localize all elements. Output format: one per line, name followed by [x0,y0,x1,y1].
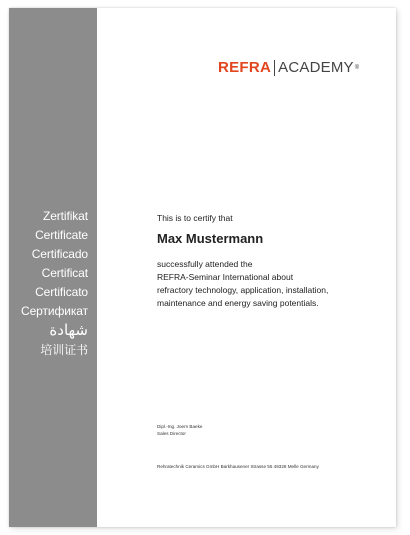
company-address-footer: Rehratechnik Ceramics GmbH Barkhausener Strasse 55 49328 Melle Germany [157,464,319,469]
language-label-en: Certificate [35,228,88,242]
certificate-body [157,258,328,310]
language-label-it: Certificato [35,285,88,299]
certificate-sheet [9,8,396,527]
recipient-name: Max Mustermann [157,231,264,246]
language-list [21,207,88,360]
body-line: refractory technology, application, installation, [157,285,329,295]
sidebar-panel [9,8,97,527]
language-label-zh: 培训证书 [40,343,88,357]
language-label-ru: Сертификат [21,304,88,318]
signer-title: Sales Director [157,430,186,436]
refra-academy-logo [218,59,359,76]
body-line: REFRA-Seminar International about [157,272,294,282]
signer-block [157,424,202,437]
logo-brand: REFRA [218,59,272,76]
language-label-fr: Certificat [41,266,88,280]
body-line: maintenance and energy saving potentials. [157,298,319,308]
body-line: successfully attended the [157,259,253,269]
certify-intro: This is to certify that [157,213,233,223]
language-label-ar: شهادة [49,321,88,339]
language-label-de: Zertifikat [42,209,88,223]
logo-registered-mark: ® [354,64,360,71]
signer-name: Dipl.-Ing. Joern Baeke [157,424,203,429]
logo-product: ACADEMY [278,59,354,76]
logo-divider [274,60,275,76]
language-label-es: Certificado [31,247,88,261]
